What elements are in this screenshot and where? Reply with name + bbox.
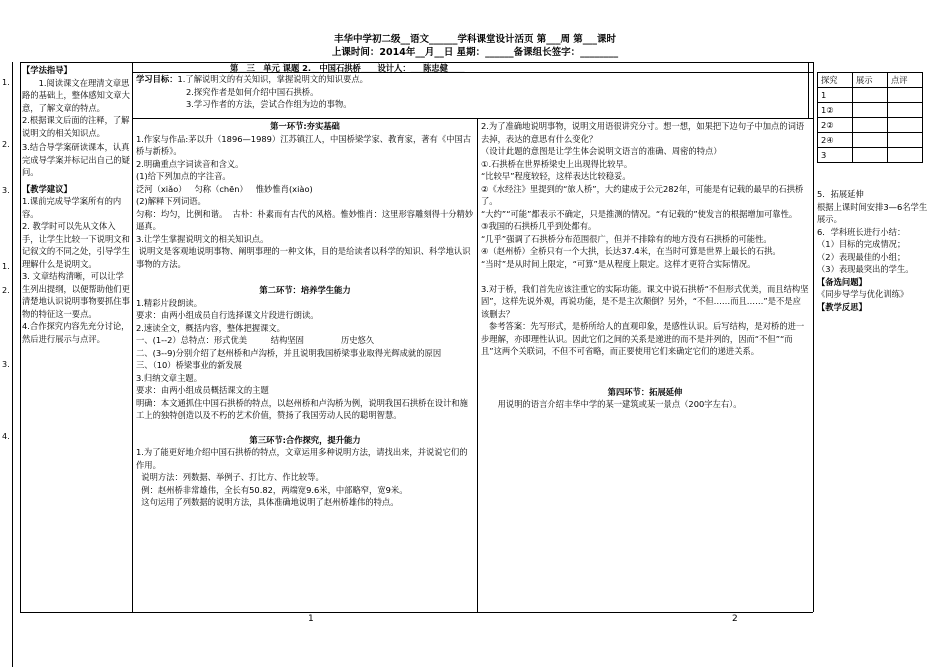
table-header-cell: 点评 <box>888 73 923 88</box>
table-cell: 2② <box>818 118 853 133</box>
table-header-cell: 展示 <box>853 73 888 88</box>
table-header-cell: 探究 <box>818 73 853 88</box>
table-row <box>818 103 923 118</box>
learning-goals <box>136 73 806 111</box>
teaching-advice-title: 【教学建议】 <box>22 183 72 194</box>
extension-summary: 5．拓展延伸 根据上课时间安排3—6名学生展示。 6．学科班长进行小结： （1）目标的完成情况； （2）表现最佳的小组； （3）表现最突出的学生。 <box>817 189 928 274</box>
method-item: 3.结合导学案研读课本，认真完成导学案并标记出自己的疑问。 <box>22 142 130 177</box>
study-method-title: 【学法指导】 <box>22 65 72 75</box>
section-3-body: 1.为了能更好地介绍中国石拱桥的特点，文章运用多种说明方法，请找出来，并说说它们的作用。 说明方法：列数据、举例子、打比方、作比较等。 例：赵州桥非常雄伟，全长有50.82，两端宽9.6米，中部略窄，宽9米。 这句运用了列数据的说明方法，具体准确地说明了赵州桥雄伟的特点。 <box>136 447 468 507</box>
margin-mark: 3. <box>2 186 10 195</box>
table-row <box>818 118 923 133</box>
margin-mark: 4. <box>2 432 10 441</box>
precision-body: 2.为了准确地说明事物，说明文用语很讲究分寸。想一想，如果把下边句子中加点的词语去掉，表达的意思有什么变化？ （设计此题的意图是让学生体会说明文语言的准确、周密的特点） ①.石拱桥在世界桥梁史上出现得比较早。 “比较早”程度较轻，这样表达比较稳妥。 ②《水经注》里提到的“旅人桥”，大约建成于公元282年，可能是有记载的最早的石拱桥了。 “大约”“可能”都表示不确定，只是推测的情况。“有记载的”使发言的根据增加可靠性。 ③我国的石拱桥几乎到处都有。 “几乎”强调了石拱桥分布范围很广，但并不排除有的地方没有石拱桥的可能性。 ④（赵州桥）全桥只有一个大拱，长达37.4米，在当时可算是世界上最长的石拱。 “当时”是从时间上限定，“可算”是从程度上限定。这样才更符合实际情况。 3.对于桥，我们首先应该注重它的实际功能。课文中说石拱桥“不但形式优美，而且结构坚固”，这样先说外观，再说功能，是不是主次颠倒？另外，“不但……而且……”是不是应该删去？ 参考答案：先写形式，是桥所给人的直观印象，是感性认识。后写结构，是对桥的进一步理解，亦即理性认识。因此它们之间的关系是递进的而不是并列的，因而“不但”“而且”这两个关联词，不但不可省略，而正要使用它们来确定它们的递进关系。 <box>481 121 809 356</box>
column-two <box>481 120 809 411</box>
margin-mark: 2. <box>2 140 10 149</box>
reflection-title: 【教学反思】 <box>817 301 867 312</box>
table-cell: 2④ <box>818 133 853 148</box>
header-line-2: 上课时间：2014年__月__日 星期：______备课组长签字：________ <box>331 47 619 58</box>
section-4-body: 用说明的语言介绍丰华中学的某一建筑或某一景点（200字左右）。 <box>497 399 742 409</box>
section-3-heading: 第三环节:合作探究，提升能力 <box>249 434 361 445</box>
goal-label: 学习目标： <box>136 74 178 84</box>
table-row <box>818 88 923 103</box>
header-line-1: 丰华中学初二级__语文______学科课堂设计活页 第___周 第___课时 <box>333 34 617 45</box>
goal-item: 3.学习作者的方法，尝试合作组为边的事物。 <box>186 99 352 109</box>
section-4-heading: 第四环节：拓展延伸 <box>607 386 683 397</box>
margin-mark: 3. <box>2 360 10 369</box>
table-cell: 1 <box>818 88 853 103</box>
section-2-heading: 第二环节：培养学生能力 <box>259 285 351 295</box>
advice-item: 2. 教学时可以先从文体入手，让学生比较一下说明文和记叙文的不同之处，引导学生理解什么是说明文。 <box>22 221 130 269</box>
advice-item: 1.课前完成导学案所有的内容。 <box>22 196 122 219</box>
table-header-row <box>818 73 923 88</box>
table-row <box>818 133 923 148</box>
goal-item: 1.了解说明文的有关知识，掌握说明文的知识要点。 <box>177 74 368 84</box>
margin-mark: 1. <box>2 78 10 87</box>
goal-item: 2.探究作者是如何介绍中国石拱桥。 <box>186 86 319 97</box>
section-1-body: 1.作家与作品:茅以升（1896—1989）江苏镇江人，中国桥梁学家、教育家，著有《中国古桥与新桥》。 2.明确重点字词读音和含义。 (1)给下列加点的字注音。 泛河（xiǎo） 匀称（chēn） 惟妙惟肖(xiào) (2)解释下列词语。 匀称：均匀，比例和谐。 古朴：朴素而有古代的风格。惟妙惟肖：这里形容雕刻得十分精妙逼真。 3.让学生掌握说明文的相关知识点。 说明文是客观地说明事物、阐明事理的一种文体，目的是给读者以科学的知识、科学地认识事物的方法。 <box>136 133 474 269</box>
method-item: 2.根据课文后面的注释，了解说明文的相关知识点。 <box>22 115 130 138</box>
margin-mark: 1. <box>2 262 10 271</box>
section-2-body: 1.精彩片段朗读。 要求：由两小组成员自行选择课文片段进行朗读。 2.速读全文，概括内容，整体把握课文。 一、(1--2）总特点：形式优美 结构坚固 历史悠久 二、(3--9)分别介绍了赵州桥和卢沟桥，并且说明我国桥梁事业取得光辉成就的原因 三、（10）桥梁事业的新发展 3.归纳文章主题。 要求：由两小组成员概括课文的主题 明确：本文通抓住中国石拱桥的特点，以赵州桥和卢沟桥为例，说明我国石拱桥在设计和施工上的独特创造以及不朽的艺术价值，赞扬了我国劳动人民的聪明智慧。 <box>136 297 468 420</box>
margin-mark: 2. <box>2 286 10 295</box>
backup-questions-body: 《同步导学与优化训练》 <box>817 289 909 299</box>
table-cell: 1② <box>818 103 853 118</box>
page-number: 1 <box>308 614 314 624</box>
method-item: 1.阅读课文在理清文章思路的基础上，整体感知文章大意，了解文章的特点。 <box>22 77 130 113</box>
advice-item: 3. 文章结构清晰，可以让学生列出提纲，以便帮助他们更清楚地认识说明事物要抓住事物的特征这一要点。 <box>22 271 130 319</box>
inquiry-table <box>817 72 923 163</box>
page-number: 2 <box>732 614 738 624</box>
section-1-heading: 第一环节:夯实基础 <box>270 121 340 131</box>
unit-title: 第__三__单元 课题 2.__中国石拱桥____设计人：___陈忠健____ <box>230 63 465 73</box>
advice-item: 4.合作探究内容先充分讨论，然后进行展示与点评。 <box>22 321 130 344</box>
backup-questions-title: 【备选问题】 <box>817 276 867 287</box>
left-guidance <box>22 64 130 345</box>
table-cell: 3 <box>818 148 853 163</box>
table-row <box>818 148 923 163</box>
right-notes <box>817 188 929 313</box>
column-one <box>136 120 474 509</box>
